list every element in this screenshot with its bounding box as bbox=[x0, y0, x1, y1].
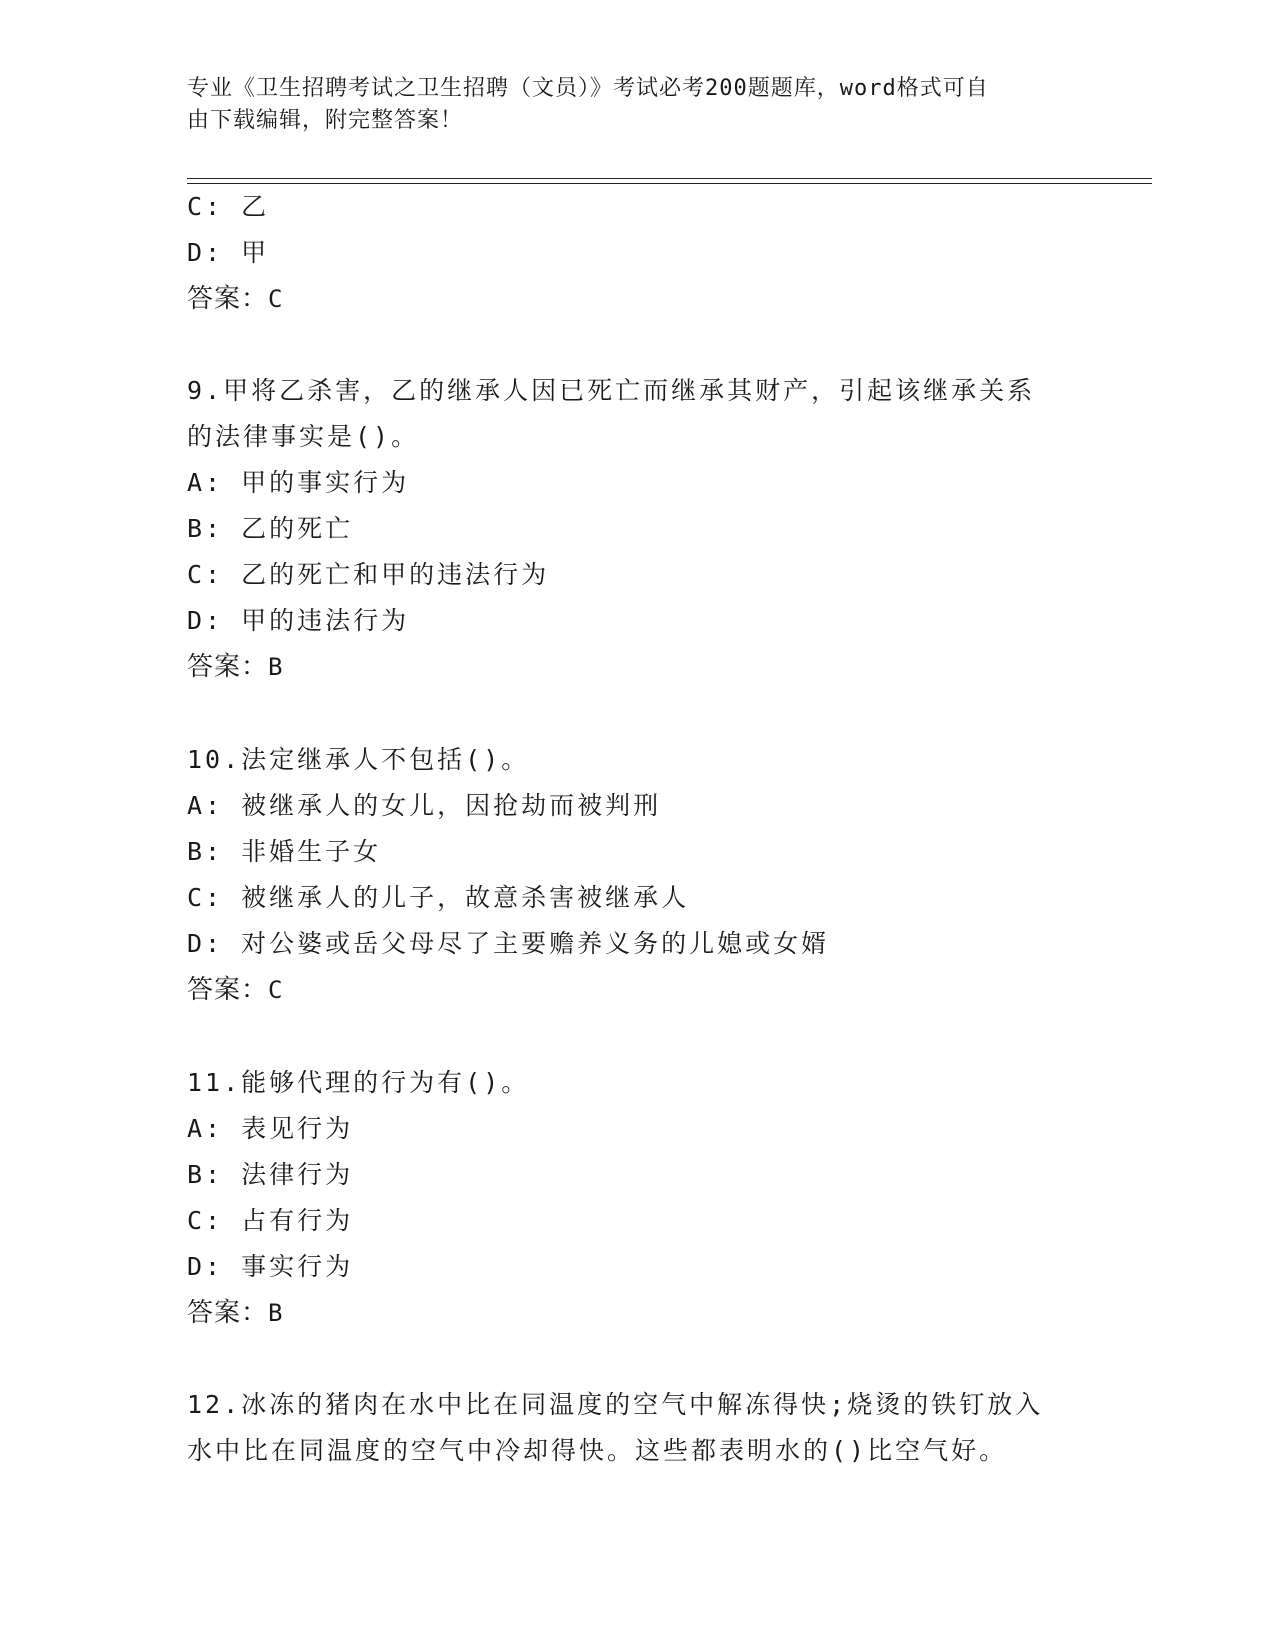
option-c: C: 乙的死亡和甲的违法行为 bbox=[187, 560, 550, 589]
answer-label: 答案： bbox=[187, 652, 269, 682]
answer-label: 答案： bbox=[187, 1298, 269, 1328]
option-b: B: 非婚生子女 bbox=[187, 837, 382, 866]
header-divider-top bbox=[187, 178, 1152, 179]
option-d: D: 事实行为 bbox=[187, 1252, 354, 1281]
question-9 bbox=[187, 368, 1087, 690]
option-a: A: 表见行为 bbox=[187, 1114, 354, 1143]
question-stem: 10.法定继承人不包括()。 bbox=[187, 745, 530, 774]
option-d: D: 甲 bbox=[187, 238, 270, 267]
question-stem: 12.冰冻的猪肉在水中比在同温度的空气中解冻得快;烧烫的铁钉放入 bbox=[187, 1390, 1044, 1419]
header-line-2: 由下载编辑，附完整答案！ bbox=[187, 108, 464, 133]
answer-value: C bbox=[268, 285, 284, 313]
answer-label: 答案： bbox=[187, 284, 269, 314]
answer-line bbox=[187, 644, 1087, 690]
question-stem: 9.甲将乙杀害，乙的继承人因已死亡而继承其财产，引起该继承关系 bbox=[187, 376, 1036, 405]
option-b: B: 乙的死亡 bbox=[187, 514, 354, 543]
option-c: C: 乙 bbox=[187, 192, 270, 221]
option-c: C: 被继承人的儿子，故意杀害被继承人 bbox=[187, 883, 690, 912]
document-header bbox=[187, 73, 1087, 137]
question-11 bbox=[187, 1060, 1087, 1336]
option-c: C: 占有行为 bbox=[187, 1206, 354, 1235]
answer-value: B bbox=[268, 1299, 284, 1327]
question-stem-continued: 水中比在同温度的空气中冷却得快。这些都表明水的()比空气好。 bbox=[187, 1436, 1008, 1465]
answer-line bbox=[187, 1290, 1087, 1336]
answer-line bbox=[187, 276, 1087, 322]
answer-value: C bbox=[268, 976, 284, 1004]
answer-label: 答案： bbox=[187, 975, 269, 1005]
answer-line bbox=[187, 967, 1087, 1013]
question-stem: 11.能够代理的行为有()。 bbox=[187, 1068, 530, 1097]
option-b: B: 法律行为 bbox=[187, 1160, 354, 1189]
option-d: D: 对公婆或岳父母尽了主要赡养义务的儿媳或女婿 bbox=[187, 929, 830, 958]
option-a: A: 被继承人的女儿，因抢劫而被判刑 bbox=[187, 791, 662, 820]
header-line-1: 专业《卫生招聘考试之卫生招聘（文员）》考试必考200题题库，word格式可自 bbox=[187, 76, 989, 101]
question-8-tail bbox=[187, 184, 1087, 322]
question-10 bbox=[187, 737, 1087, 1013]
option-a: A: 甲的事实行为 bbox=[187, 468, 410, 497]
answer-value: B bbox=[268, 653, 284, 681]
question-stem-continued: 的法律事实是()。 bbox=[187, 422, 420, 451]
question-12 bbox=[187, 1382, 1087, 1474]
option-d: D: 甲的违法行为 bbox=[187, 606, 410, 635]
